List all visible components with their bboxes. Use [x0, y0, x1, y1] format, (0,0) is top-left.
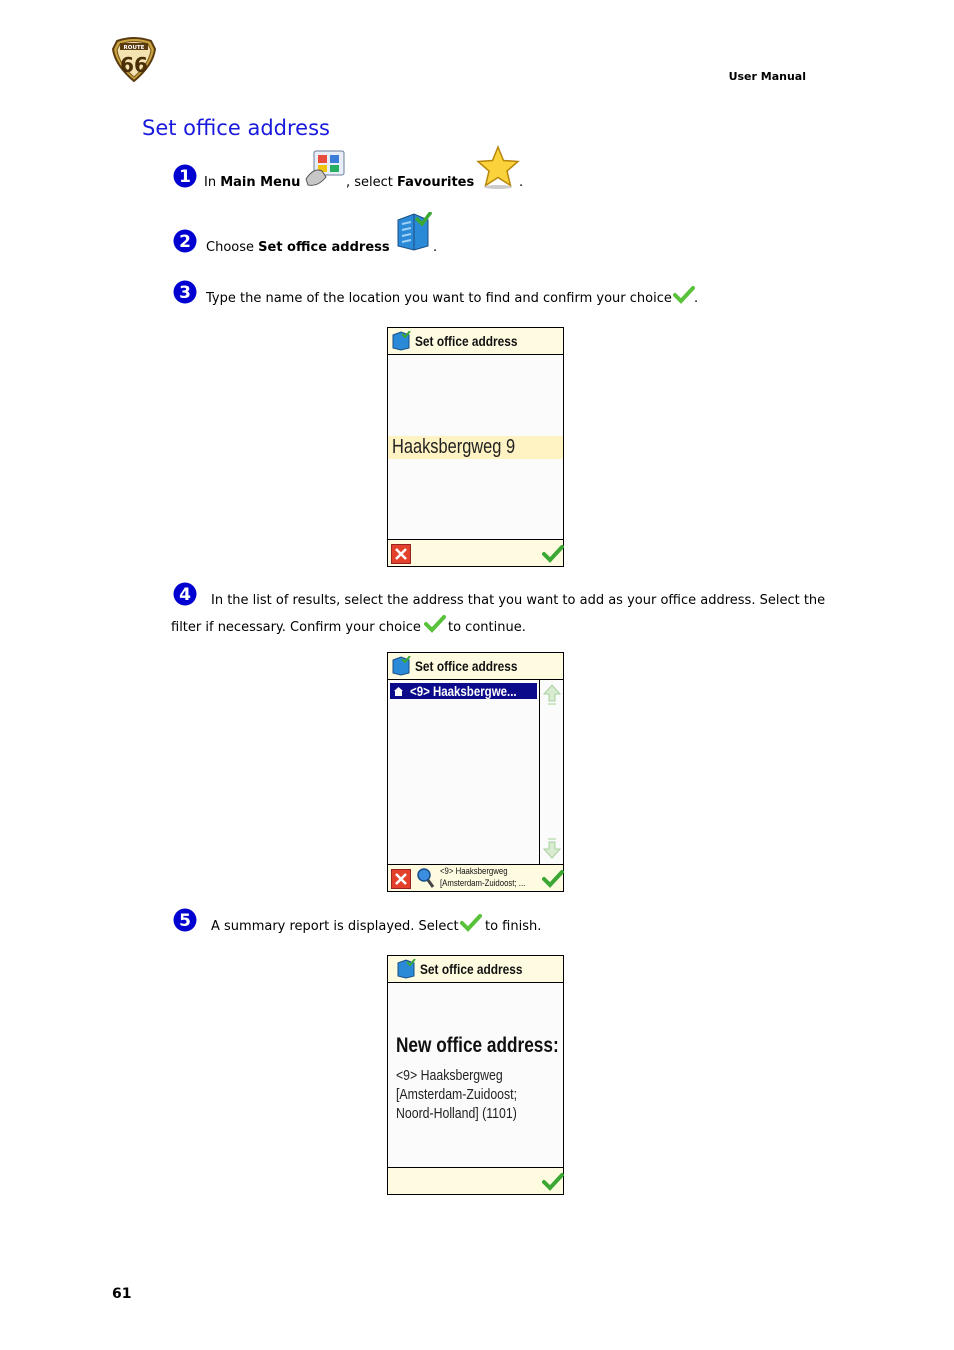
screen1-header [388, 328, 563, 355]
step-1-number-icon [173, 164, 197, 188]
manual-label: User Manual [728, 70, 806, 83]
screen2-title: Set office address [415, 658, 518, 674]
step-1-text-2: , select Favourites [346, 175, 475, 190]
screen1-footer [388, 539, 563, 566]
office-building-icon [391, 331, 411, 351]
step-4-text-line1: In the list of results, select the address that you want to add as your office address. Select the [211, 593, 826, 608]
confirm-check-icon [424, 615, 446, 633]
screen2-footer [388, 864, 563, 891]
footer-address-line1: <9> Haaksbergweg [440, 866, 508, 877]
confirm-button[interactable] [542, 544, 564, 564]
result-list-item[interactable] [390, 683, 537, 699]
confirm-check-icon [460, 914, 482, 932]
svg-text:2: 2 [179, 232, 191, 252]
step-4-number-icon [173, 582, 197, 606]
office-building-icon [394, 212, 432, 252]
step-2-end: . [433, 240, 438, 255]
page-title: Set office address [142, 116, 330, 140]
step-2-text: Choose Set office address [206, 240, 390, 255]
summary-line2: [Amsterdam-Zuidoost; [396, 1086, 517, 1103]
screen3-footer [388, 1167, 563, 1194]
cancel-button[interactable] [391, 869, 411, 889]
step-3-number-icon [173, 280, 197, 304]
search-input-value: Haaksbergweg 9 [392, 436, 516, 458]
favourites-star-icon [476, 145, 520, 189]
scroll-down-arrow-icon[interactable] [543, 837, 561, 859]
step-5-number-icon [173, 908, 197, 932]
office-building-icon [391, 656, 411, 676]
cancel-button[interactable] [391, 544, 411, 564]
screen1-title: Set office address [415, 333, 518, 349]
step-1-end: . [519, 175, 524, 190]
screen3-header [388, 956, 563, 983]
step-4-text-line2b: to continue. [448, 620, 526, 635]
step-5-end: to finish. [485, 919, 542, 934]
svg-text:1: 1 [179, 167, 191, 187]
screen-results-list [387, 652, 564, 892]
scroll-up-arrow-icon[interactable] [543, 684, 561, 706]
step-3-text: Type the name of the location you want to find and confirm your choice [206, 291, 672, 306]
confirm-check-icon [673, 286, 695, 304]
address-icon [393, 686, 404, 696]
office-building-icon [396, 959, 416, 979]
result-item-label: <9> Haaksbergwe... [410, 683, 517, 699]
svg-text:3: 3 [179, 283, 191, 303]
step-4-text-line2a: filter if necessary. Confirm your choice [171, 620, 421, 635]
summary-line3: Noord-Holland] (1101) [396, 1105, 517, 1122]
page-number: 61 [112, 1286, 132, 1302]
step-2-number-icon [173, 229, 197, 253]
footer-address-line2: [Amsterdam-Zuidoost; ... [440, 878, 526, 889]
screen-summary [387, 955, 564, 1195]
svg-text:5: 5 [179, 911, 191, 931]
search-input[interactable] [388, 436, 563, 459]
logo-small-text: ROUTE [123, 45, 145, 51]
screen2-header [388, 653, 563, 680]
scrollbar[interactable] [540, 681, 563, 863]
filter-magnifier-icon[interactable] [415, 867, 435, 889]
screen-search-input [387, 327, 564, 567]
step-5-text: A summary report is displayed. Select [211, 919, 459, 934]
confirm-button[interactable] [542, 1172, 564, 1192]
summary-line1: <9> Haaksbergweg [396, 1067, 503, 1084]
logo-number: 66 [120, 53, 148, 77]
confirm-button[interactable] [542, 869, 564, 889]
step-1-text: In Main Menu [204, 175, 301, 190]
main-menu-icon [304, 149, 346, 187]
route66-logo [111, 35, 157, 83]
screen3-title: Set office address [420, 961, 523, 977]
step-3-end: . [694, 291, 699, 306]
svg-text:4: 4 [179, 585, 191, 605]
summary-heading: New office address: [396, 1034, 559, 1057]
